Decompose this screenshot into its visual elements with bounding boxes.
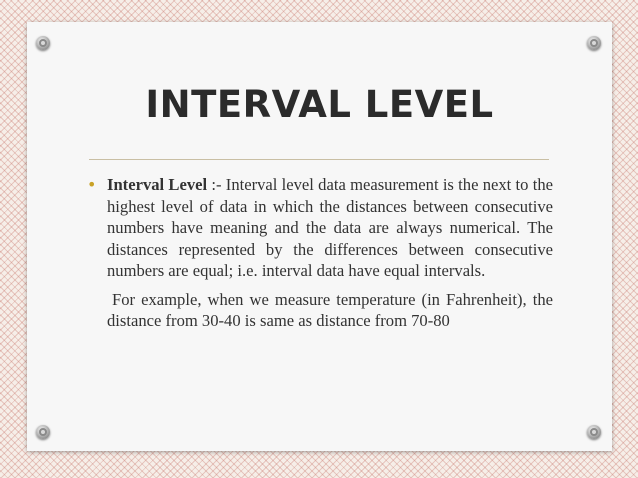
bullet-icon: • [87, 175, 97, 194]
definition-text: :- Interval level data measurement is the next to the highest level of data in which the distances between consecutive numbers have meaning and the data are always numerical. The distances represented by the differences between consecutive numbers are equal; i.e. interval data have equal intervals. [107, 175, 553, 280]
slide-body [87, 174, 553, 332]
screw-icon [36, 36, 50, 50]
title-divider [89, 159, 549, 160]
screw-icon [36, 425, 50, 439]
term-label: Interval Level [107, 175, 208, 194]
bullet-paragraph [87, 174, 553, 282]
screw-icon [587, 425, 601, 439]
screw-icon [587, 36, 601, 50]
slide-title: INTERVAL LEVEL [145, 83, 494, 126]
example-paragraph: For example, when we measure temperature (in Fahrenheit), the distance from 30-40 is same as distance from 70-80 [107, 289, 553, 330]
slide-card [27, 22, 612, 451]
